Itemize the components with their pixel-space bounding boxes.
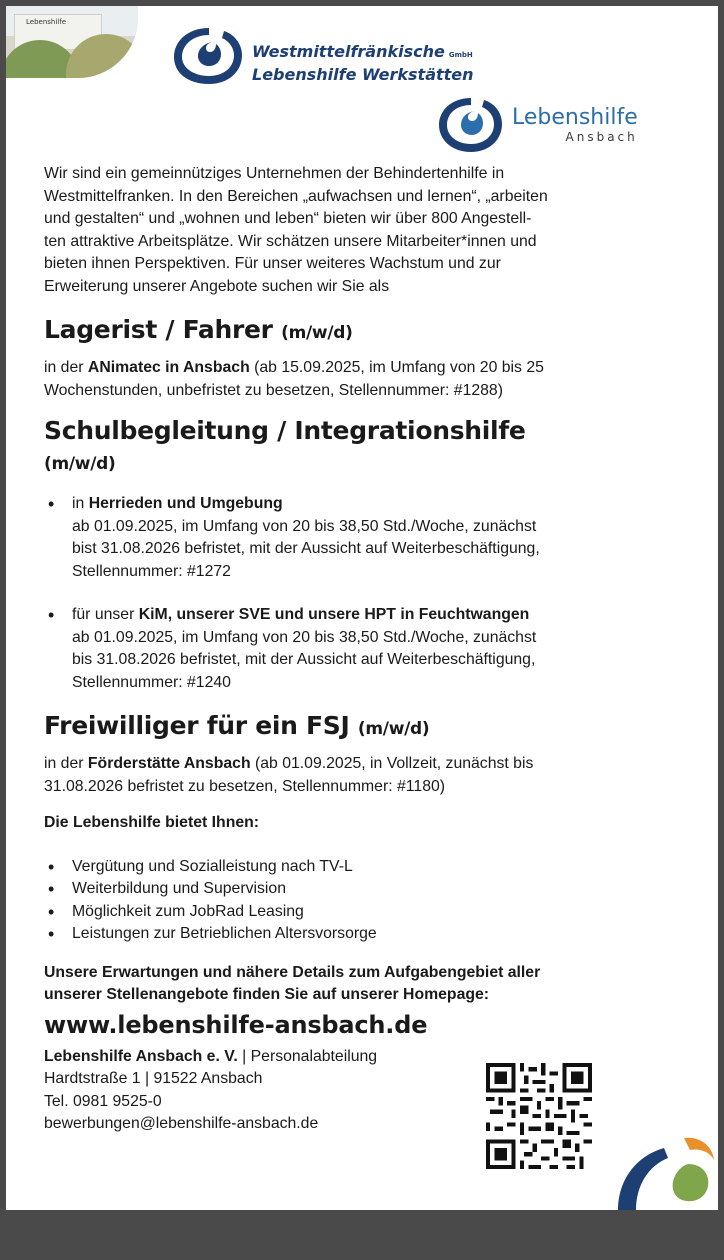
intro-line: Westmittelfranken. In den Bereichen „aufwachsen und lernen“, „arbeiten	[44, 187, 548, 205]
job1-mwd: (m/w/d)	[281, 323, 353, 343]
werkstaetten-logo-icon	[170, 24, 248, 88]
lebenshilfe-wordmark	[512, 106, 638, 144]
qr-code[interactable]	[486, 1063, 592, 1169]
job3-prefix: in der	[44, 755, 88, 772]
job1-place: ANimatec in Ansbach	[87, 359, 250, 376]
company-line2: Lebenshilfe Werkstätten	[252, 65, 474, 84]
job2-item-line: Stellennummer: #1240	[72, 673, 231, 691]
logo-city: Ansbach	[565, 130, 638, 144]
job3-mwd: (m/w/d)	[357, 719, 430, 739]
company-line1: Westmittelfränkische	[252, 42, 445, 61]
job2-title-text: Schulbegleitung / Integrationshilfe	[44, 416, 526, 445]
lebenshilfe-logo-icon	[436, 94, 506, 156]
benefits-heading: Die Lebenshilfe bietet Ihnen:	[44, 814, 260, 831]
job1-line2: Wochenstunden, unbefristet zu besetzen, Stellennummer: #1288)	[44, 381, 503, 399]
cta-line1: Unsere Erwartungen und nähere Details zum Aufgabengebiet aller	[44, 963, 541, 981]
cta-text	[44, 962, 684, 1007]
intro-line: Wir sind ein gemeinnütziges Unternehmen der Behindertenhilfe in	[44, 165, 505, 182]
list-item	[44, 604, 684, 694]
org-address: Hardtstraße 1 | 91522 Ansbach	[44, 1070, 263, 1087]
job1-prefix: in der	[44, 359, 88, 376]
job2-item-line: ab 01.09.2025, im Umfang von 20 bis 38,50 Std./Woche, zunächst	[72, 628, 537, 646]
job3-place: Förderstätte Ansbach	[87, 755, 251, 772]
corner-brand-icon	[614, 1134, 718, 1210]
job3-title	[44, 710, 684, 745]
job2-mwd: (m/w/d)	[44, 454, 116, 474]
ad-content	[44, 163, 684, 1136]
intro-line: Erweiterung unserer Angebote suchen wir Sie als	[44, 277, 390, 295]
job2-item-place: KiM, unserer SVE und unsere HPT in Feuchtwangen	[138, 606, 530, 623]
job2-locations	[44, 493, 684, 694]
benefits-list	[44, 856, 684, 946]
logo-name: Lebenshilfe	[512, 105, 638, 130]
photo-sign: Lebenshilfe	[26, 18, 67, 26]
job3-details	[44, 753, 684, 798]
job2-title	[44, 416, 684, 479]
intro-paragraph	[44, 163, 684, 298]
list-item: • Leistungen zur Betrieblichen Altersvorsorge	[44, 923, 684, 946]
job1-details	[44, 357, 684, 402]
job2-item-place: Herrieden und Umgebung	[88, 495, 283, 512]
list-item: • Weiterbildung und Supervision	[44, 878, 684, 901]
job2-item-line: Stellennummer: #1272	[72, 562, 231, 580]
job1-title-text: Lagerist / Fahrer	[44, 315, 273, 344]
intro-line: bieten ihnen Perspektiven. Für unser weiteres Wachstum und zur	[44, 255, 501, 272]
list-item	[44, 493, 684, 583]
job2-item-line: ab 01.09.2025, im Umfang von 20 bis 38,50 Std./Woche, zunächst	[72, 517, 537, 535]
org-dept: | Personalabteilung	[237, 1047, 378, 1065]
job3-title-text: Freiwilliger für ein FSJ	[44, 711, 350, 740]
list-item: • Vergütung und Sozialleistung nach TV-L	[44, 856, 684, 879]
job3-line1: (ab 01.09.2025, in Vollzeit, zunächst bis	[250, 755, 534, 772]
org-phone: Tel. 0981 9525-0	[44, 1092, 162, 1110]
job2-item-prefix: in	[72, 495, 89, 512]
org-email[interactable]: bewerbungen@lebenshilfe-ansbach.de	[44, 1115, 319, 1132]
cta-line2: unserer Stellenangebote finden Sie auf unserer Homepage:	[44, 986, 490, 1003]
intro-line: und gestalten“ und „wohnen und leben“ bieten wir über 800 Angestell-	[44, 210, 532, 227]
werkstaetten-name	[252, 42, 474, 84]
job2-item-line: bist 31.08.2026 befristet, mit der Aussicht auf Weiterbeschäftigung,	[72, 540, 540, 557]
website-link[interactable]: www.lebenshilfe-ansbach.de	[44, 1010, 428, 1039]
job2-item-line: bis 31.08.2026 befristet, mit der Aussicht auf Weiterbeschäftigung,	[72, 651, 536, 668]
org-name: Lebenshilfe Ansbach e. V.	[44, 1047, 238, 1065]
job1-line1: (ab 15.09.2025, im Umfang von 20 bis 25	[249, 359, 544, 376]
list-item: • Möglichkeit zum JobRad Leasing	[44, 901, 684, 924]
intro-line: ten attraktive Arbeitsplätze. Wir schätzen unsere Mitarbeiter*innen und	[44, 232, 537, 250]
job1-title	[44, 314, 684, 349]
company-gmbh: GmbH	[448, 51, 473, 59]
building-photo	[6, 6, 138, 78]
job-ad-page	[6, 6, 718, 1210]
job2-item-prefix: für unser	[72, 606, 139, 623]
job3-line2: 31.08.2026 befristet zu besetzen, Stellennummer: #1180)	[44, 777, 446, 795]
